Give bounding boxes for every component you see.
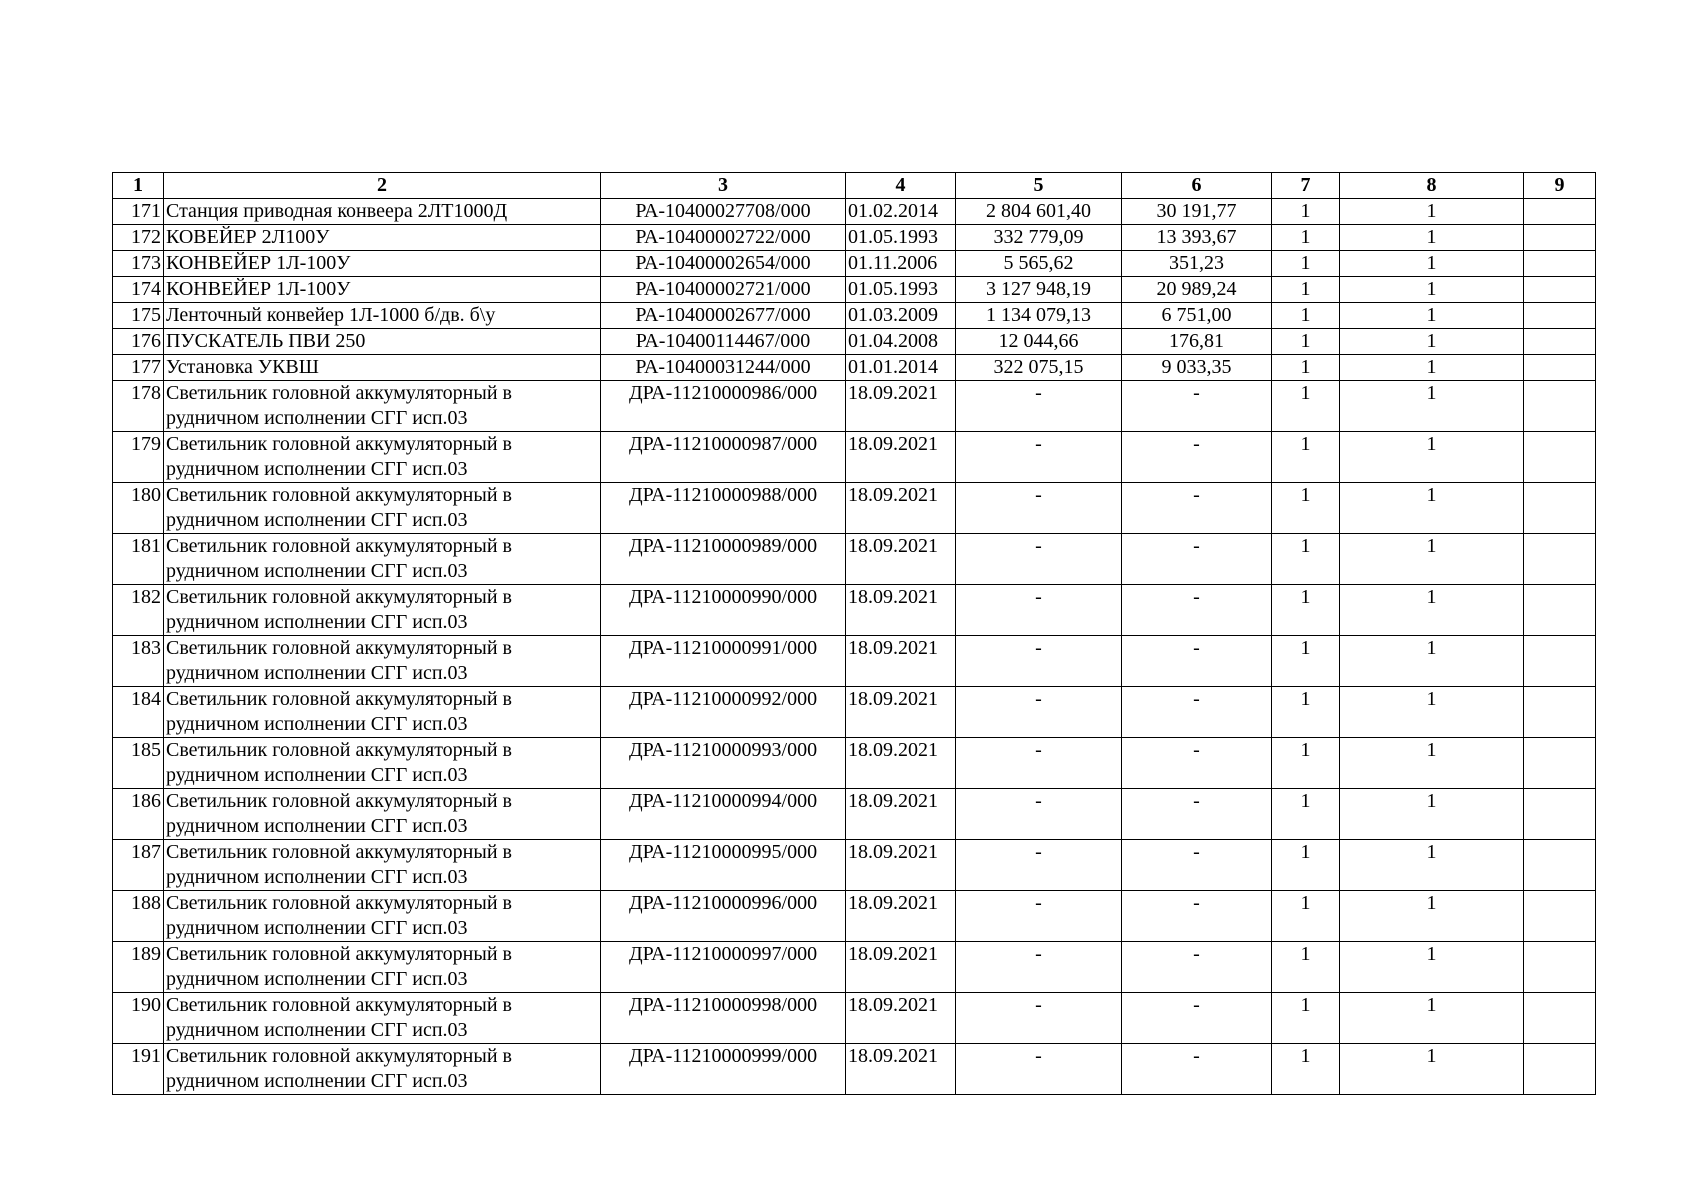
value-col6-cell: 6 751,00	[1122, 303, 1272, 329]
table-row	[113, 432, 1596, 483]
date-cell: 01.03.2009	[846, 303, 956, 329]
table-row	[113, 636, 1596, 687]
value-col8-cell: 1	[1340, 534, 1524, 585]
value-col9-cell	[1524, 432, 1596, 483]
date-cell: 18.09.2021	[846, 687, 956, 738]
value-col6-cell: -	[1122, 942, 1272, 993]
value-col8-cell: 1	[1340, 251, 1524, 277]
row-number-cell: 176	[113, 329, 164, 355]
row-number-cell: 173	[113, 251, 164, 277]
row-number-cell: 171	[113, 199, 164, 225]
value-col8-cell: 1	[1340, 432, 1524, 483]
inventory-code-cell: ДРА-11210000998/000	[601, 993, 846, 1044]
value-col6-cell: -	[1122, 840, 1272, 891]
item-name-cell: Светильник головной аккумуляторный в рудничном исполнении СГГ исп.03	[164, 789, 601, 840]
value-col9-cell	[1524, 891, 1596, 942]
value-col8-cell: 1	[1340, 789, 1524, 840]
table-row	[113, 891, 1596, 942]
value-col6-cell: -	[1122, 432, 1272, 483]
value-col7-cell: 1	[1272, 993, 1340, 1044]
table-row	[113, 199, 1596, 225]
value-col7-cell: 1	[1272, 840, 1340, 891]
item-name-cell: Светильник головной аккумуляторный в рудничном исполнении СГГ исп.03	[164, 1044, 601, 1095]
row-number-cell: 183	[113, 636, 164, 687]
row-number-cell: 188	[113, 891, 164, 942]
item-name-cell: Светильник головной аккумуляторный в рудничном исполнении СГГ исп.03	[164, 942, 601, 993]
value-col9-cell	[1524, 534, 1596, 585]
item-name-cell: Станция приводная конвеера 2ЛТ1000Д	[164, 199, 601, 225]
row-number-cell: 187	[113, 840, 164, 891]
column-header-7: 7	[1272, 173, 1340, 199]
value-col8-cell: 1	[1340, 329, 1524, 355]
inventory-code-cell: ДРА-11210000997/000	[601, 942, 846, 993]
table-row	[113, 1044, 1596, 1095]
table-row	[113, 534, 1596, 585]
row-number-cell: 181	[113, 534, 164, 585]
item-name-cell: Светильник головной аккумуляторный в рудничном исполнении СГГ исп.03	[164, 534, 601, 585]
value-col6-cell: 20 989,24	[1122, 277, 1272, 303]
table-row	[113, 738, 1596, 789]
row-number-cell: 174	[113, 277, 164, 303]
value-col5-cell: -	[956, 687, 1122, 738]
inventory-code-cell: ДРА-11210000989/000	[601, 534, 846, 585]
value-col7-cell: 1	[1272, 942, 1340, 993]
row-number-cell: 185	[113, 738, 164, 789]
value-col5-cell: 322 075,15	[956, 355, 1122, 381]
value-col9-cell	[1524, 942, 1596, 993]
value-col9-cell	[1524, 687, 1596, 738]
item-name-cell: Светильник головной аккумуляторный в рудничном исполнении СГГ исп.03	[164, 483, 601, 534]
item-name-cell: Светильник головной аккумуляторный в рудничном исполнении СГГ исп.03	[164, 636, 601, 687]
value-col7-cell: 1	[1272, 534, 1340, 585]
value-col6-cell: 351,23	[1122, 251, 1272, 277]
value-col5-cell: -	[956, 585, 1122, 636]
inventory-code-cell: РА-10400031244/000	[601, 355, 846, 381]
inventory-code-cell: ДРА-11210000988/000	[601, 483, 846, 534]
value-col9-cell	[1524, 993, 1596, 1044]
value-col5-cell: -	[956, 432, 1122, 483]
inventory-code-cell: ДРА-11210000999/000	[601, 1044, 846, 1095]
row-number-cell: 186	[113, 789, 164, 840]
value-col7-cell: 1	[1272, 381, 1340, 432]
value-col6-cell: -	[1122, 534, 1272, 585]
column-header-5: 5	[956, 173, 1122, 199]
date-cell: 18.09.2021	[846, 585, 956, 636]
value-col6-cell: -	[1122, 687, 1272, 738]
value-col8-cell: 1	[1340, 687, 1524, 738]
inventory-code-cell: ДРА-11210000995/000	[601, 840, 846, 891]
row-number-cell: 190	[113, 993, 164, 1044]
column-header-3: 3	[601, 173, 846, 199]
column-header-2: 2	[164, 173, 601, 199]
value-col5-cell: 3 127 948,19	[956, 277, 1122, 303]
value-col7-cell: 1	[1272, 199, 1340, 225]
inventory-table	[112, 172, 1596, 1095]
value-col6-cell: -	[1122, 585, 1272, 636]
value-col5-cell: -	[956, 738, 1122, 789]
value-col7-cell: 1	[1272, 355, 1340, 381]
date-cell: 18.09.2021	[846, 789, 956, 840]
item-name-cell: Установка УКВШ	[164, 355, 601, 381]
value-col7-cell: 1	[1272, 1044, 1340, 1095]
value-col6-cell: 176,81	[1122, 329, 1272, 355]
value-col5-cell: -	[956, 636, 1122, 687]
inventory-code-cell: ДРА-11210000991/000	[601, 636, 846, 687]
inventory-code-cell: РА-10400002677/000	[601, 303, 846, 329]
table-row	[113, 329, 1596, 355]
row-number-cell: 178	[113, 381, 164, 432]
inventory-code-cell: РА-10400027708/000	[601, 199, 846, 225]
item-name-cell: Светильник головной аккумуляторный в рудничном исполнении СГГ исп.03	[164, 687, 601, 738]
value-col7-cell: 1	[1272, 251, 1340, 277]
inventory-code-cell: ДРА-11210000994/000	[601, 789, 846, 840]
value-col5-cell: -	[956, 789, 1122, 840]
date-cell: 18.09.2021	[846, 840, 956, 891]
table-row	[113, 251, 1596, 277]
value-col5-cell: -	[956, 993, 1122, 1044]
value-col8-cell: 1	[1340, 277, 1524, 303]
value-col5-cell: 12 044,66	[956, 329, 1122, 355]
column-header-9: 9	[1524, 173, 1596, 199]
value-col9-cell	[1524, 789, 1596, 840]
value-col9-cell	[1524, 251, 1596, 277]
item-name-cell: Светильник головной аккумуляторный в рудничном исполнении СГГ исп.03	[164, 993, 601, 1044]
value-col8-cell: 1	[1340, 993, 1524, 1044]
table-row	[113, 277, 1596, 303]
date-cell: 18.09.2021	[846, 381, 956, 432]
date-cell: 18.09.2021	[846, 483, 956, 534]
row-number-cell: 175	[113, 303, 164, 329]
value-col6-cell: -	[1122, 483, 1272, 534]
value-col7-cell: 1	[1272, 303, 1340, 329]
value-col6-cell: -	[1122, 381, 1272, 432]
value-col8-cell: 1	[1340, 1044, 1524, 1095]
value-col8-cell: 1	[1340, 303, 1524, 329]
value-col7-cell: 1	[1272, 225, 1340, 251]
column-header-8: 8	[1340, 173, 1524, 199]
inventory-code-cell: РА-10400002721/000	[601, 277, 846, 303]
value-col9-cell	[1524, 483, 1596, 534]
value-col7-cell: 1	[1272, 891, 1340, 942]
value-col8-cell: 1	[1340, 199, 1524, 225]
table-body	[113, 199, 1596, 1095]
inventory-code-cell: ДРА-11210000990/000	[601, 585, 846, 636]
item-name-cell: Светильник головной аккумуляторный в рудничном исполнении СГГ исп.03	[164, 432, 601, 483]
inventory-code-cell: РА-10400114467/000	[601, 329, 846, 355]
date-cell: 18.09.2021	[846, 942, 956, 993]
value-col6-cell: -	[1122, 738, 1272, 789]
value-col8-cell: 1	[1340, 840, 1524, 891]
value-col5-cell: 1 134 079,13	[956, 303, 1122, 329]
value-col9-cell	[1524, 329, 1596, 355]
value-col5-cell: -	[956, 840, 1122, 891]
value-col8-cell: 1	[1340, 891, 1524, 942]
table-row	[113, 355, 1596, 381]
item-name-cell: Светильник головной аккумуляторный в рудничном исполнении СГГ исп.03	[164, 738, 601, 789]
date-cell: 18.09.2021	[846, 738, 956, 789]
inventory-code-cell: ДРА-11210000996/000	[601, 891, 846, 942]
value-col6-cell: 30 191,77	[1122, 199, 1272, 225]
value-col8-cell: 1	[1340, 942, 1524, 993]
value-col6-cell: -	[1122, 789, 1272, 840]
table-row	[113, 993, 1596, 1044]
date-cell: 01.01.2014	[846, 355, 956, 381]
value-col7-cell: 1	[1272, 329, 1340, 355]
value-col8-cell: 1	[1340, 381, 1524, 432]
value-col9-cell	[1524, 840, 1596, 891]
value-col5-cell: -	[956, 942, 1122, 993]
value-col9-cell	[1524, 585, 1596, 636]
inventory-code-cell: ДРА-11210000987/000	[601, 432, 846, 483]
value-col9-cell	[1524, 225, 1596, 251]
value-col8-cell: 1	[1340, 355, 1524, 381]
table-row	[113, 225, 1596, 251]
inventory-code-cell: РА-10400002654/000	[601, 251, 846, 277]
value-col9-cell	[1524, 381, 1596, 432]
item-name-cell: Ленточный конвейер 1Л-1000 б/дв. б\у	[164, 303, 601, 329]
date-cell: 18.09.2021	[846, 636, 956, 687]
row-number-cell: 177	[113, 355, 164, 381]
table-row	[113, 303, 1596, 329]
value-col5-cell: 332 779,09	[956, 225, 1122, 251]
column-header-6: 6	[1122, 173, 1272, 199]
column-header-4: 4	[846, 173, 956, 199]
value-col5-cell: -	[956, 483, 1122, 534]
table-row	[113, 483, 1596, 534]
value-col7-cell: 1	[1272, 483, 1340, 534]
date-cell: 01.05.1993	[846, 277, 956, 303]
value-col7-cell: 1	[1272, 585, 1340, 636]
value-col5-cell: -	[956, 891, 1122, 942]
value-col7-cell: 1	[1272, 687, 1340, 738]
value-col5-cell: -	[956, 381, 1122, 432]
value-col6-cell: -	[1122, 636, 1272, 687]
value-col8-cell: 1	[1340, 585, 1524, 636]
value-col9-cell	[1524, 1044, 1596, 1095]
item-name-cell: КОНВЕЙЕР 1Л-100У	[164, 251, 601, 277]
item-name-cell: КОНВЕЙЕР 1Л-100У	[164, 277, 601, 303]
value-col6-cell: -	[1122, 993, 1272, 1044]
item-name-cell: ПУСКАТЕЛЬ ПВИ 250	[164, 329, 601, 355]
value-col8-cell: 1	[1340, 636, 1524, 687]
inventory-code-cell: ДРА-11210000992/000	[601, 687, 846, 738]
date-cell: 01.02.2014	[846, 199, 956, 225]
inventory-code-cell: ДРА-11210000993/000	[601, 738, 846, 789]
value-col5-cell: -	[956, 1044, 1122, 1095]
table-row	[113, 687, 1596, 738]
date-cell: 18.09.2021	[846, 891, 956, 942]
value-col6-cell: -	[1122, 891, 1272, 942]
value-col9-cell	[1524, 738, 1596, 789]
value-col8-cell: 1	[1340, 738, 1524, 789]
value-col9-cell	[1524, 303, 1596, 329]
item-name-cell: Светильник головной аккумуляторный в рудничном исполнении СГГ исп.03	[164, 891, 601, 942]
table-row	[113, 789, 1596, 840]
value-col9-cell	[1524, 636, 1596, 687]
table-row	[113, 381, 1596, 432]
value-col7-cell: 1	[1272, 432, 1340, 483]
date-cell: 01.05.1993	[846, 225, 956, 251]
row-number-cell: 182	[113, 585, 164, 636]
date-cell: 18.09.2021	[846, 534, 956, 585]
date-cell: 18.09.2021	[846, 1044, 956, 1095]
value-col7-cell: 1	[1272, 738, 1340, 789]
table-row	[113, 585, 1596, 636]
table-row	[113, 942, 1596, 993]
row-number-cell: 179	[113, 432, 164, 483]
value-col5-cell: -	[956, 534, 1122, 585]
value-col7-cell: 1	[1272, 636, 1340, 687]
date-cell: 18.09.2021	[846, 993, 956, 1044]
table-header-row	[113, 173, 1596, 199]
value-col8-cell: 1	[1340, 483, 1524, 534]
item-name-cell: Светильник головной аккумуляторный в рудничном исполнении СГГ исп.03	[164, 840, 601, 891]
row-number-cell: 180	[113, 483, 164, 534]
value-col9-cell	[1524, 199, 1596, 225]
row-number-cell: 184	[113, 687, 164, 738]
item-name-cell: Светильник головной аккумуляторный в рудничном исполнении СГГ исп.03	[164, 381, 601, 432]
column-header-1: 1	[113, 173, 164, 199]
inventory-code-cell: ДРА-11210000986/000	[601, 381, 846, 432]
value-col6-cell: 13 393,67	[1122, 225, 1272, 251]
value-col7-cell: 1	[1272, 789, 1340, 840]
value-col8-cell: 1	[1340, 225, 1524, 251]
value-col7-cell: 1	[1272, 277, 1340, 303]
value-col6-cell: 9 033,35	[1122, 355, 1272, 381]
row-number-cell: 189	[113, 942, 164, 993]
value-col6-cell: -	[1122, 1044, 1272, 1095]
item-name-cell: Светильник головной аккумуляторный в рудничном исполнении СГГ исп.03	[164, 585, 601, 636]
value-col5-cell: 5 565,62	[956, 251, 1122, 277]
date-cell: 18.09.2021	[846, 432, 956, 483]
date-cell: 01.11.2006	[846, 251, 956, 277]
date-cell: 01.04.2008	[846, 329, 956, 355]
table-row	[113, 840, 1596, 891]
value-col9-cell	[1524, 355, 1596, 381]
value-col5-cell: 2 804 601,40	[956, 199, 1122, 225]
row-number-cell: 191	[113, 1044, 164, 1095]
value-col9-cell	[1524, 277, 1596, 303]
inventory-code-cell: РА-10400002722/000	[601, 225, 846, 251]
item-name-cell: КОВЕЙЕР 2Л100У	[164, 225, 601, 251]
row-number-cell: 172	[113, 225, 164, 251]
